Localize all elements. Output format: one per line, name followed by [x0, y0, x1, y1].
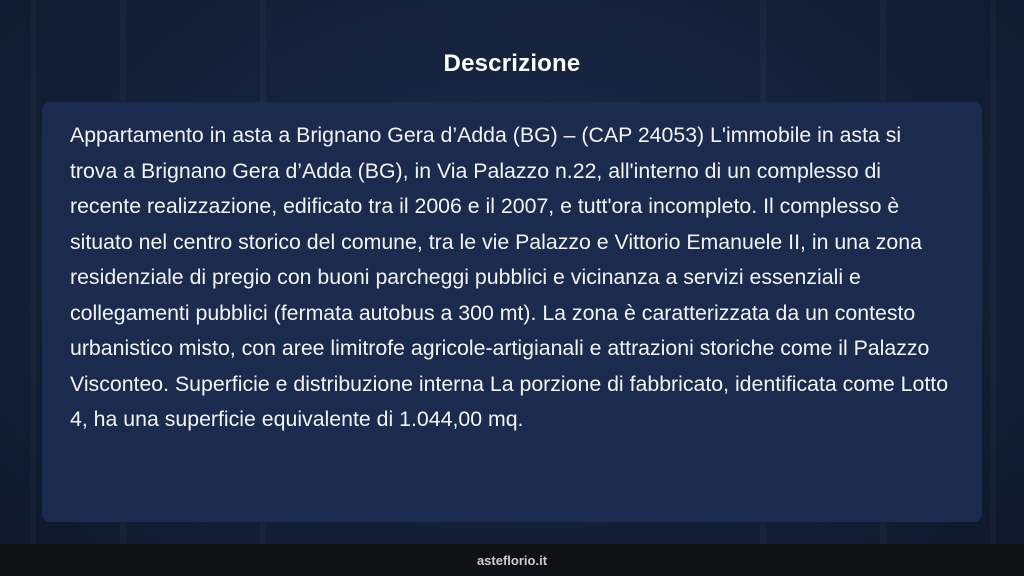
footer-bar [0, 544, 1024, 576]
footer-site-label: asteflorio.it [476, 552, 548, 568]
description-card [42, 102, 982, 522]
page-title: Descrizione [443, 50, 581, 77]
description-text: Appartamento in asta a Brignano Gera d’Adda (BG) – (CAP 24053) L'immobile in asta si trova a Brignano Gera d’Adda (BG), in Via Palazzo n.22, all'interno di un complesso di recente realizzazione, edificato tra il 2006 e il 2007, e tutt'ora incompleto. Il complesso è situato nel centro storico del comune, tra le vie Palazzo e Vittorio Emanuele II, in una zona residenziale di pregio con buoni parcheggi pubblici e vicinanza a servizi essenziali e collegamenti pubblici (fermata autobus a 300 mt). La zona è caratterizzata da un contesto urbanistico misto, con aree limitrofe agricole-artigianali e attrazioni storiche come il Palazzo Visconteo. Superficie e distribuzione interna La porzione di fabbricato, identificata come Lotto 4, ha una superficie equivalente di 1.044,00 mq. [70, 123, 949, 431]
